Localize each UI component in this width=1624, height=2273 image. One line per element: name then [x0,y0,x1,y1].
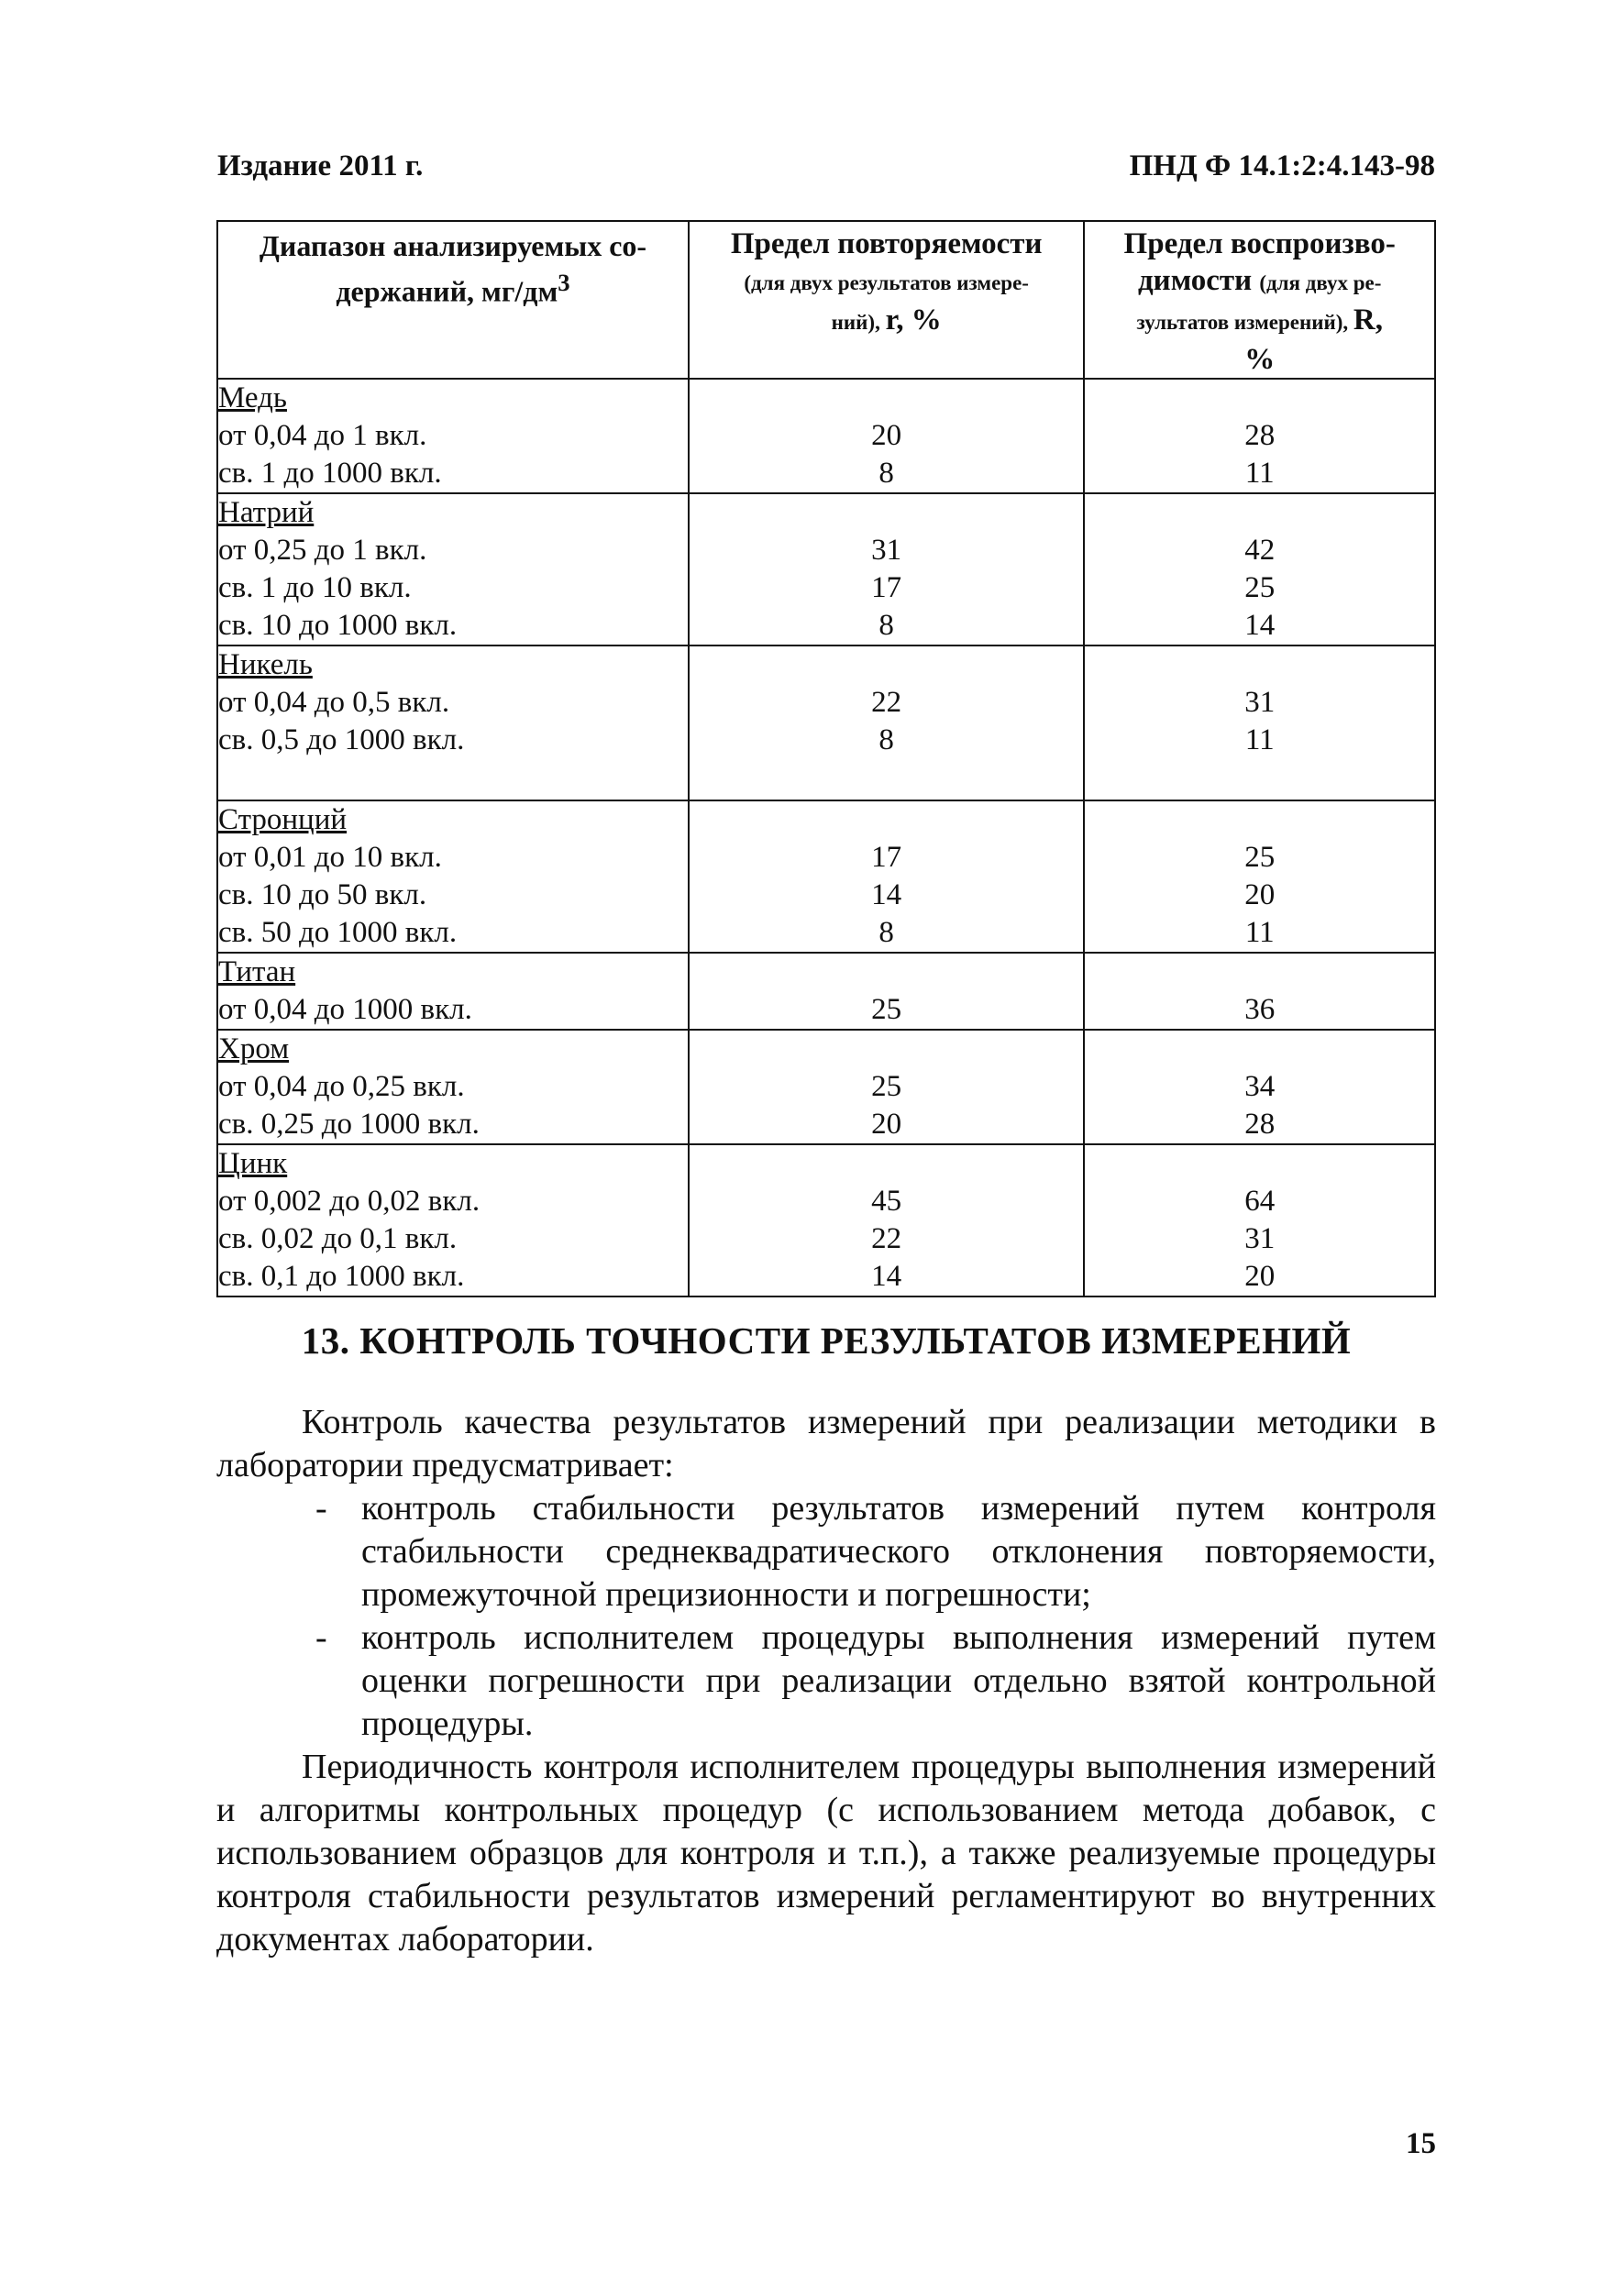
table-row [217,379,1435,493]
range-text: св. 0,1 до 1000 вкл. [218,1260,465,1293]
r-value: 8 [878,723,894,756]
table-row [217,1030,1435,1144]
header-range-line2: держаний, мг/дм [336,274,558,308]
element-range-cell [217,800,689,953]
range-text: от 0,25 до 1 вкл. [218,534,427,567]
R-value: 11 [1244,916,1275,949]
list-item [216,1487,1436,1616]
element-name: Никель [218,648,313,681]
header-R-line1: Предел воспроизво- [1123,227,1396,260]
document-code: ПНД Ф 14.1:2:4.143-98 [1129,149,1435,182]
R-value: 36 [1244,993,1276,1026]
header-range-sup: 3 [558,269,570,296]
r-value: 20 [871,419,902,452]
element-name: Медь [218,381,287,414]
element-range-cell [217,645,689,800]
r-value: 14 [871,1260,902,1293]
reproducibility-cell [1084,379,1435,493]
R-value: 34 [1244,1070,1276,1103]
element-range-cell [217,1144,689,1296]
R-value: 25 [1244,841,1276,874]
range-text: св. 0,5 до 1000 вкл. [218,723,465,756]
precision-limits-table [216,220,1436,1297]
element-range-cell [217,379,689,493]
r-value: 8 [878,609,894,642]
reproducibility-cell [1084,1030,1435,1144]
bullet-list [216,1487,1436,1746]
R-value: 14 [1244,609,1276,642]
range-text: от 0,002 до 0,02 вкл. [218,1185,481,1218]
r-value: 8 [878,916,894,949]
header-range-line1: Диапазон анализируемых со- [259,229,647,262]
repeatability-cell [689,379,1084,493]
paragraph-periodicity: Периодичность контроля исполнителем процедуры выполнения измерений и алгоритмы контрольных процедур (с использованием метода добавок, с использованием образцов для контроля и т.п.), а также реализуемые процедуры контроля стабильности результатов измерений регламентируют во внутренних документах лаборатории. [216,1748,1436,1959]
range-text: св. 0,02 до 0,1 вкл. [218,1222,458,1255]
repeatability-cell [689,800,1084,953]
section-body [216,1401,1436,1961]
page-number: 15 [1406,2127,1436,2160]
header-range [217,221,689,379]
reproducibility-cell [1084,953,1435,1030]
range-text: св. 10 до 1000 вкл. [218,609,458,642]
r-value: 20 [871,1108,902,1141]
table-row [217,645,1435,800]
paragraph-intro: Контроль качества результатов измерений при реализации методики в лаборатории предусматривает: [216,1403,1436,1484]
reproducibility-cell [1084,1144,1435,1296]
r-value: 25 [871,993,902,1026]
range-text: св. 1 до 1000 вкл. [218,457,442,490]
range-text: св. 10 до 50 вкл. [218,878,427,911]
r-value: 8 [878,457,894,490]
section-title: 13. КОНТРОЛЬ ТОЧНОСТИ РЕЗУЛЬТАТОВ ИЗМЕРЕНИЙ [301,1319,1352,1362]
R-value: 20 [1244,1260,1276,1293]
R-value: 28 [1244,1108,1276,1141]
repeatability-cell [689,1144,1084,1296]
element-range-cell [217,953,689,1030]
range-text: от 0,01 до 10 вкл. [218,841,442,874]
table-body [217,379,1435,1296]
r-value: 17 [871,841,902,874]
header-r-line2: (для двух результатов измере- [744,271,1029,294]
header-r-title: Предел повторяемости [730,227,1043,260]
r-value: 45 [871,1185,902,1218]
range-text: от 0,04 до 1000 вкл. [218,993,472,1026]
element-name: Стронций [218,803,348,836]
bullet-dash: - [315,1618,327,1657]
R-value: 25 [1244,571,1276,604]
element-name: Цинк [218,1147,288,1180]
list-item [216,1616,1436,1746]
range-text: от 0,04 до 0,25 вкл. [218,1070,465,1103]
header-reproducibility [1084,221,1435,379]
r-value: 22 [871,686,902,719]
reproducibility-cell [1084,645,1435,800]
R-value: 31 [1244,686,1276,719]
r-value: 17 [871,571,902,604]
element-range-cell [217,1030,689,1144]
r-value: 22 [871,1222,902,1255]
element-name: Титан [218,955,296,988]
repeatability-cell [689,1030,1084,1144]
element-name: Натрий [218,496,315,529]
list-item-text: контроль стабильности результатов измерений путем контроля стабильности среднеквадратического отклонения повторяемости, промежуточной прецизионности и погрешности; [361,1489,1436,1614]
repeatability-cell [689,953,1084,1030]
reproducibility-cell [1084,493,1435,645]
repeatability-cell [689,645,1084,800]
r-value: 31 [871,534,902,567]
header-repeatability [689,221,1084,379]
R-value: 11 [1244,723,1275,756]
table-header-row [217,221,1435,379]
R-value: 31 [1244,1222,1276,1255]
reproducibility-cell [1084,800,1435,953]
table-row [217,493,1435,645]
header-R-line2-big: димости [1137,264,1260,297]
range-text: от 0,04 до 0,5 вкл. [218,686,450,719]
element-name: Хром [218,1032,290,1065]
R-value: 28 [1244,419,1276,452]
header-R-percent: % [1244,343,1276,376]
range-text: от 0,04 до 1 вкл. [218,419,427,452]
range-text: св. 1 до 10 вкл. [218,571,412,604]
header-r-symbol: r, % [885,303,942,337]
element-range-cell [217,493,689,645]
table-row [217,800,1435,953]
R-value: 42 [1244,534,1276,567]
R-value: 64 [1244,1185,1276,1218]
R-value: 20 [1244,878,1276,911]
r-value: 14 [871,878,902,911]
repeatability-cell [689,493,1084,645]
header-r-line3-small: ний), [831,311,886,334]
range-text: св. 50 до 1000 вкл. [218,916,458,949]
bullet-dash: - [315,1489,327,1528]
table-row [217,953,1435,1030]
table-row [217,1144,1435,1296]
header-R-line3-small: зультатов измерений), [1136,311,1353,334]
header-R-symbol: R, [1353,303,1383,337]
range-text: св. 0,25 до 1000 вкл. [218,1108,480,1141]
page-header [217,149,1435,183]
list-item-text: контроль исполнителем процедуры выполнения измерений путем оценки погрешности при реализации отдельно взятой контрольной процедуры. [361,1618,1436,1743]
r-value: 25 [871,1070,902,1103]
R-value: 11 [1244,457,1275,490]
edition-label: Издание 2011 г. [217,149,424,182]
header-R-line2-small: (для двух ре- [1259,271,1382,294]
